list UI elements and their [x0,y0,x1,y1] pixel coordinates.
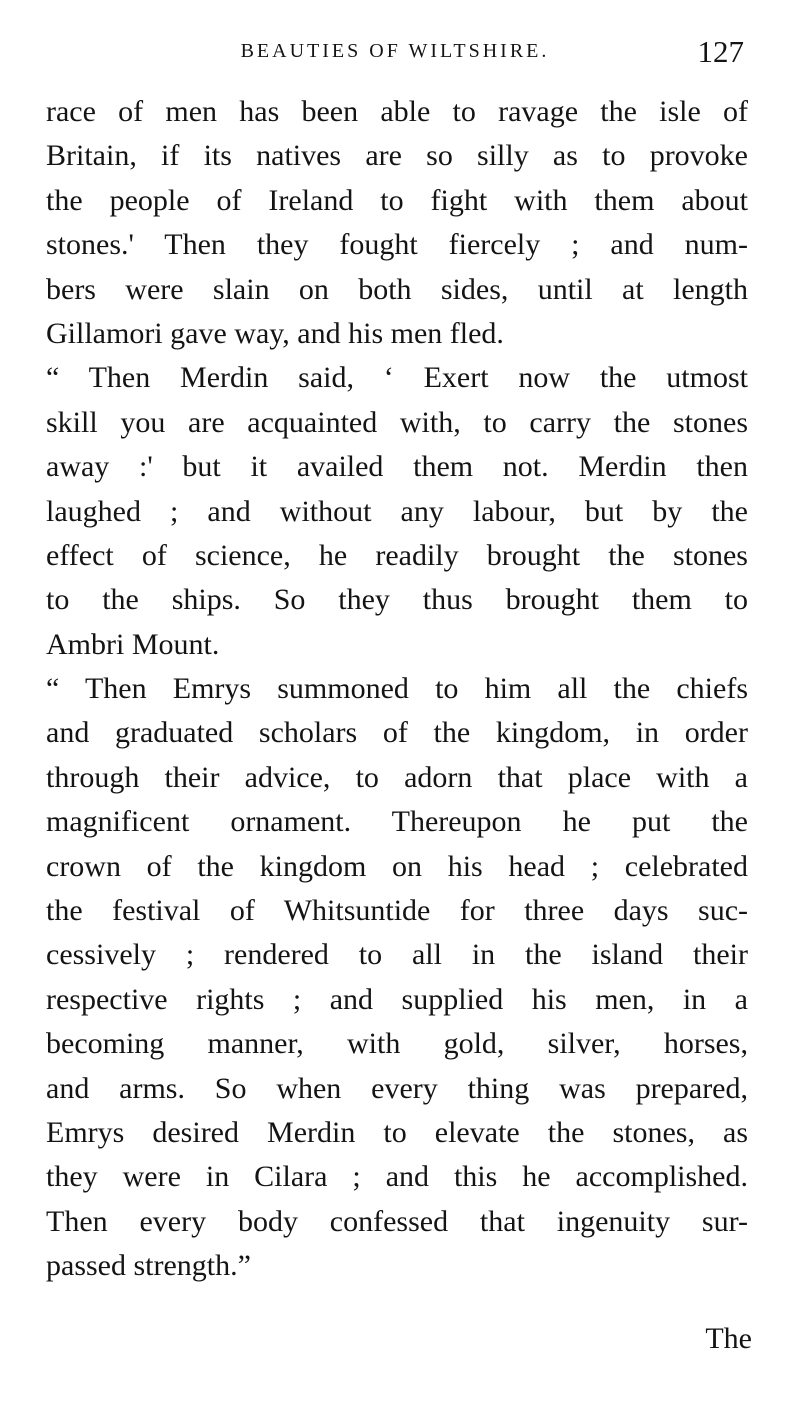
page-number: 127 [697,34,744,69]
text-line: Then every body confessed that ingenuity sur- [46,1204,748,1238]
text-line: Britain, if its natives are so silly as to provoke [46,139,748,173]
text-line: and arms. So when every thing was prepared, [46,1071,748,1105]
text-line: magnificent ornament. Thereupon he put the [46,805,748,839]
text-line: Emrys desired Merdin to elevate the stones, as [46,1115,748,1149]
text-line: they were in Cilara ; and this he accomplished. [46,1160,748,1194]
body-text [46,90,748,1289]
text-line: crown of the kingdom on his head ; celebrated [46,849,748,883]
text-line: and graduated scholars of the kingdom, in order [46,716,748,750]
text-line: through their advice, to adorn that place with a [46,760,748,794]
text-line: “ Then Merdin said, ‘ Exert now the utmost [46,361,748,395]
text-line: Gillamori gave way, and his men fled. [46,316,504,350]
text-line: laughed ; and without any labour, but by the [46,494,748,528]
text-line: bers were slain on both sides, until at length [46,272,748,306]
text-line: the festival of Whitsuntide for three days suc- [46,894,748,928]
text-line: becoming manner, with gold, silver, horses, [46,1027,748,1061]
running-title: BEAUTIES OF WILTSHIRE. [240,40,550,62]
catchword: The [705,1322,752,1355]
text-line: “ Then Emrys summoned to him all the chiefs [46,672,748,706]
text-line: Ambri Mount. [46,627,220,661]
page-header [46,34,744,74]
text-line: the people of Ireland to fight with them about [46,183,748,217]
text-line: skill you are acquainted with, to carry the stones [46,405,748,439]
text-line: to the ships. So they thus brought them to [46,583,748,617]
text-line: passed strength.” [46,1249,251,1283]
text-line: away :' but it availed them not. Merdin then [46,450,748,484]
text-line: stones.' Then they fought fiercely ; and num- [46,228,748,262]
text-line: respective rights ; and supplied his men, in a [46,982,748,1016]
text-line: effect of science, he readily brought the stones [46,538,748,572]
text-line: cessively ; rendered to all in the island their [46,938,748,972]
text-line: race of men has been able to ravage the isle of [46,95,748,128]
